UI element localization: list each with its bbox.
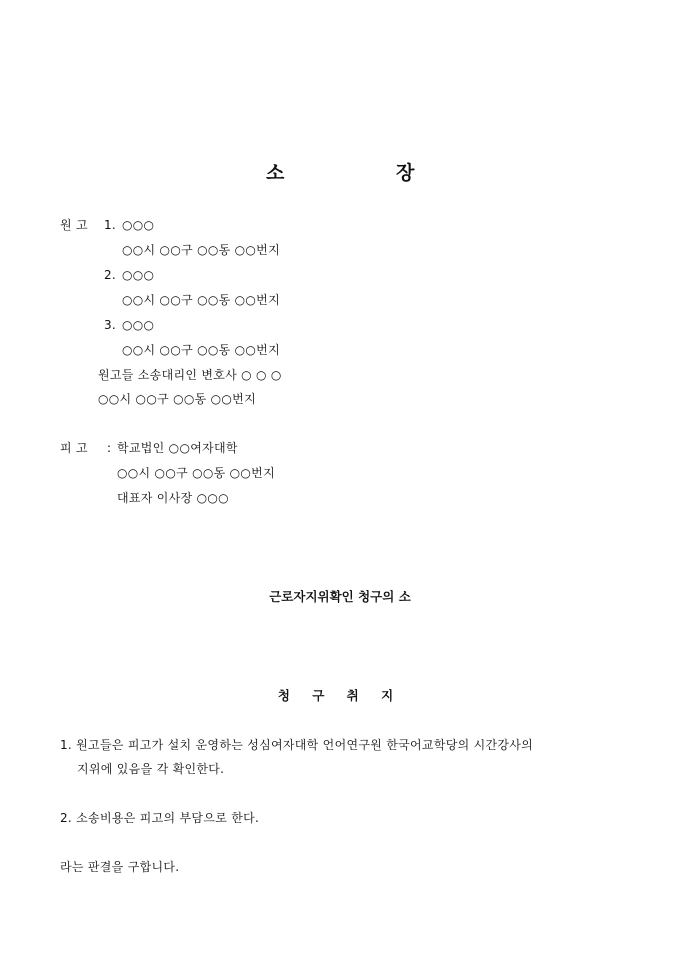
plaintiff-2-address: ○○시 ○○구 ○○동 ○○번지: [122, 293, 280, 307]
defendant-label: 피 고: [60, 441, 88, 455]
case-title: 근로자지위확인 청구의 소: [269, 589, 411, 604]
claim-1-line-1: 1. 원고들은 피고가 설치 운영하는 성심여자대학 언어연구원 한국어교학당의 시간강사의: [60, 738, 534, 752]
plaintiff-attorney: 원고들 소송대리인 변호사 ○ ○ ○: [98, 368, 282, 382]
plaintiff-1-name: ○○○: [122, 218, 155, 232]
closing-statement: 라는 판결을 구합니다.: [60, 860, 180, 874]
claim-heading: 청 구 취 지: [277, 688, 403, 703]
claim-1-line-2: 지위에 있음을 각 확인한다.: [77, 762, 225, 776]
plaintiff-1-number: 1.: [104, 218, 117, 232]
plaintiff-2-number: 2.: [104, 268, 117, 282]
document-title-right: 장: [396, 162, 415, 184]
plaintiff-attorney-address: ○○시 ○○구 ○○동 ○○번지: [98, 392, 256, 406]
document-title-left: 소: [266, 162, 285, 184]
plaintiff-3-address: ○○시 ○○구 ○○동 ○○번지: [122, 343, 280, 357]
defendant-representative: 대표자 이사장 ○○○: [117, 491, 229, 505]
plaintiff-3-number: 3.: [104, 318, 117, 332]
plaintiff-2-name: ○○○: [122, 268, 155, 282]
plaintiff-label: 원 고: [60, 218, 88, 232]
defendant-address: ○○시 ○○구 ○○동 ○○번지: [117, 466, 275, 480]
claim-2-line-1: 2. 소송비용은 피고의 부담으로 한다.: [60, 811, 260, 825]
plaintiff-3-name: ○○○: [122, 318, 155, 332]
plaintiff-1-address: ○○시 ○○구 ○○동 ○○번지: [122, 243, 280, 257]
defendant-name: 학교법인 ○○여자대학: [117, 441, 238, 455]
defendant-separator: :: [107, 441, 112, 455]
